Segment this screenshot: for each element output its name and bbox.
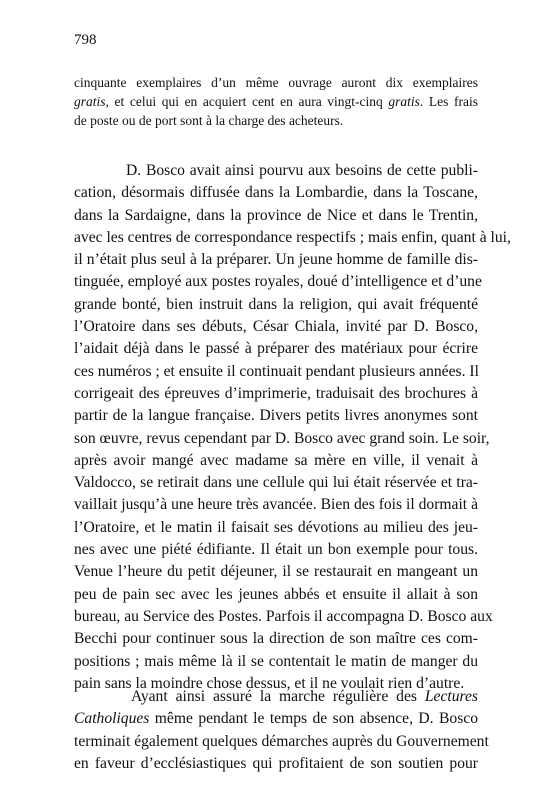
text-line: ces numéros ; et ensuite il continuait pendant plusieurs années. Il (74, 362, 479, 380)
text-line-with-italics: gratis, et celui qui en acquiert cent en aura vingt-cinq gratis. Les frais (74, 94, 479, 109)
text-line: après avoir mangé avec madame sa mère en ville, il venait à (74, 451, 478, 469)
italic-title: Lectures (424, 688, 478, 705)
text-line-with-italics: Catholiques même pendant le temps de son absence, D. Bosco (74, 710, 478, 728)
text-line: pain sans la moindre chose dessus, et il ne voulait rien d’autre. (74, 674, 465, 692)
text-line: il n’était plus seul à la préparer. Un jeune homme de famille dis- (74, 251, 478, 269)
paragraph-2 (74, 160, 511, 695)
text-line-with-italics: Ayant ainsi assuré la marche régulière des Lectures (131, 688, 478, 705)
italic-word: gratis (74, 94, 106, 109)
text-line: cinquante exemplaires d’un même ouvrage auront dix exemplaires (74, 75, 478, 90)
text-line: en faveur d’ecclésiastiques qui profitaient de son soutien pour (74, 754, 478, 772)
text-line: terminait également quelques démarches auprès du Gouvernement (74, 732, 489, 750)
paragraph-1 (74, 73, 478, 130)
text-line: grande bonté, bien instruit dans la religion, qui avait fréquenté (74, 295, 478, 313)
text-line: Valdocco, se retirait dans une cellule qui lui était réservée et tra- (74, 474, 478, 492)
paragraph-3 (74, 686, 489, 775)
text-line: corrigeait des épreuves d’imprimerie, traduisait des brochures à (74, 384, 478, 402)
text-line: positions ; mais même là il se contentait le matin de manger du (74, 652, 478, 670)
text-line: l’Oratoire, et le matin il faisait ses dévotions au milieu des jeu- (74, 518, 478, 536)
text-line: l’aidait déjà dans le passé à préparer des matériaux pour écrire (74, 340, 478, 358)
text-line: son œuvre, revus cependant par D. Bosco avec grand soin. Le soir, (74, 429, 490, 447)
text-line: bureau, au Service des Postes. Parfois il accompagna D. Bosco aux (74, 607, 493, 625)
text-line: peu de pain sec avec les jeunes abbés et ensuite il allait à son (74, 585, 478, 603)
italic-word: gratis (388, 94, 420, 109)
page-number: 798 (74, 32, 97, 48)
italic-title: Catholiques (74, 710, 150, 728)
text-line: vaillait jusqu’à une heure très avancée. Bien des fois il dormait à (74, 496, 478, 514)
text-line: de poste ou de port sont à la charge des acheteurs. (74, 113, 344, 128)
text-line: Venue l’heure du petit déjeuner, il se restaurait en mangeant un (74, 563, 478, 581)
text-line: partir de la langue française. Divers petits livres anonymes sont (74, 407, 478, 425)
text-line: Becchi pour continuer sous la direction de son maître ces com- (74, 630, 478, 648)
text-line: cation, désormais diffusée dans la Lombardie, dans la Toscane, (74, 184, 478, 202)
text-line: tinguée, employé aux postes royales, doué d’intelligence et d’une (74, 273, 482, 291)
text-line: l’Oratoire dans ses débuts, César Chiala, invité par D. Bosco, (74, 318, 478, 336)
text-line: avec les centres de correspondance respectifs ; mais enfin, quant à lui, (74, 228, 511, 246)
text-line: dans la Sardaigne, dans la province de Nice et dans le Trentin, (74, 206, 478, 224)
text-line: nes avec une piété édifiante. Il était un bon exemple pour tous. (74, 541, 478, 559)
text-line: D. Bosco avait ainsi pourvu aux besoins de cette publi- (126, 162, 478, 179)
